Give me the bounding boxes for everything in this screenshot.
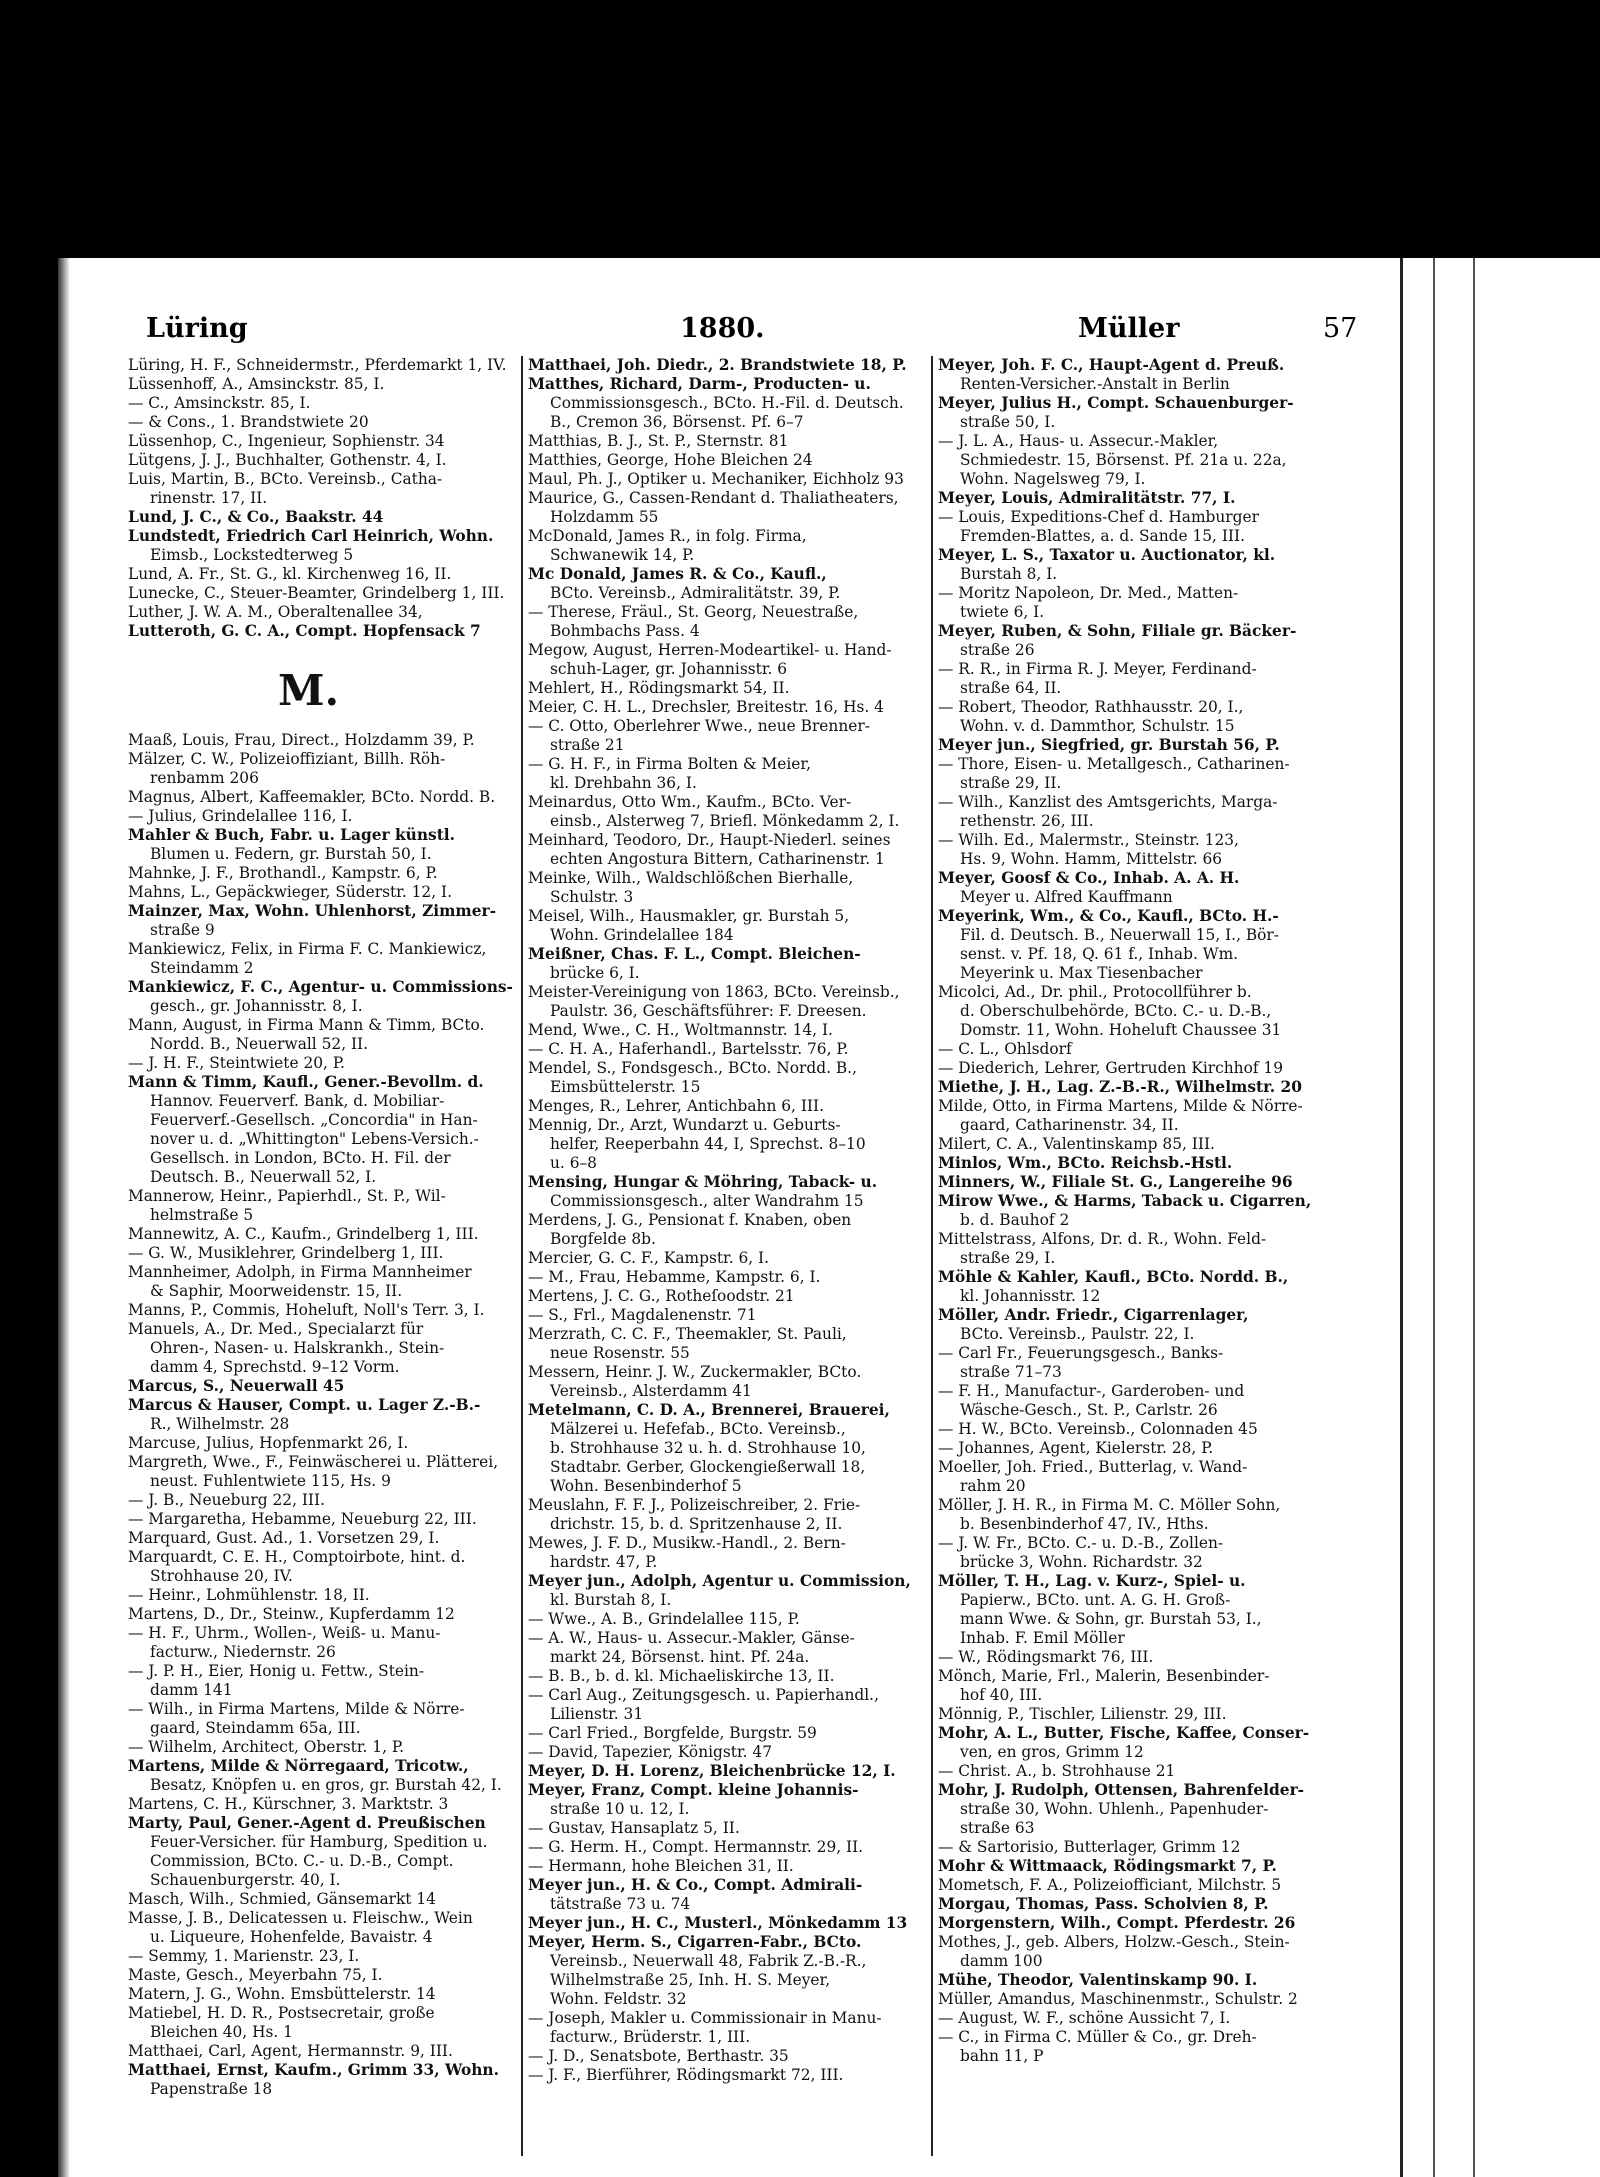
directory-entry-line: bahn 11, P: [960, 2047, 1044, 2065]
directory-entry-line: nover u. d. „Whittington" Lebens-Versich.-: [150, 1130, 479, 1148]
directory-entry-line: — Wilh., Kanzlist des Amtsgerichts, Marga-: [938, 793, 1278, 811]
directory-entry-line: Marquardt, C. E. H., Comptoirbote, hint. d.: [128, 1548, 466, 1566]
directory-entry-line: Schmiedestr. 15, Börsenst. Pf. 21a u. 22a,: [960, 451, 1287, 469]
directory-entry-line: Moeller, Joh. Fried., Butterlag, v. Wand-: [938, 1458, 1248, 1476]
directory-entry-line: Deutsch. B., Neuerwall 52, I.: [150, 1168, 377, 1186]
directory-entry-line: — David, Tapezier, Königstr. 47: [528, 1743, 773, 1761]
directory-entry-line: Mc Donald, James R. & Co., Kaufl.,: [528, 565, 827, 583]
directory-entry-line: Minners, W., Filiale St. G., Langereihe 96: [938, 1173, 1293, 1191]
directory-entry-line: hardstr. 47, P.: [550, 1553, 658, 1571]
directory-entry-line: helfer, Reeperbahn 44, I, Sprechst. 8–10: [550, 1135, 866, 1153]
directory-entry-line: straße 71–73: [960, 1363, 1062, 1381]
directory-entry-line: — B. B., b. d. kl. Michaeliskirche 13, II.: [528, 1667, 835, 1685]
directory-entry-line: Meinhard, Teodoro, Dr., Haupt-Niederl. seines: [528, 831, 891, 849]
directory-entry-line: Renten-Versicher.-Anstalt in Berlin: [960, 375, 1230, 393]
directory-entry-line: Mainzer, Max, Wohn. Uhlenhorst, Zimmer-: [128, 902, 497, 920]
directory-entry-line: Meuslahn, F. F. J., Polizeischreiber, 2. Frie-: [528, 1496, 861, 1514]
directory-entry-line: — A. W., Haus- u. Assecur.-Makler, Gänse-: [528, 1629, 855, 1647]
directory-entry-line: Lund, A. Fr., St. G., kl. Kirchenweg 16, II.: [128, 565, 452, 583]
directory-entry-line: straße 63: [960, 1819, 1035, 1837]
directory-entry-line: Fremden-Blattes, a. d. Sande 15, III.: [960, 527, 1245, 545]
directory-entry-line: — J. W. Fr., BCto. C.- u. D.-B., Zollen-: [938, 1534, 1224, 1552]
directory-entry-line: Wäsche-Gesch., St. P., Carlstr. 26: [960, 1401, 1218, 1419]
directory-entry-line: Lüssenhoff, A., Amsinckstr. 85, I.: [128, 375, 385, 393]
directory-entry-line: Wohn. Nagelsweg 79, I.: [960, 470, 1146, 488]
directory-entry-line: — C., Amsinckstr. 85, I.: [128, 394, 311, 412]
directory-entry-line: — J. B., Neueburg 22, III.: [128, 1491, 325, 1509]
directory-entry-line: facturw., Niedernstr. 26: [150, 1643, 336, 1661]
directory-entry-line: Meißner, Chas. F. L., Compt. Bleichen-: [528, 945, 861, 963]
directory-entry-line: markt 24, Börsenst. hint. Pf. 24a.: [550, 1648, 810, 1666]
directory-entry-line: Morgenstern, Wilh., Compt. Pferdestr. 26: [938, 1914, 1296, 1932]
directory-entry-line: Meyer, Franz, Compt. kleine Johannis-: [528, 1781, 859, 1799]
directory-entry-line: Lüring, H. F., Schneidermstr., Pferdemarkt 1, IV.: [128, 356, 507, 374]
directory-entry-line: Minlos, Wm., BCto. Reichsb.-Hstl.: [938, 1154, 1233, 1172]
directory-entry-line: Meister-Vereinigung von 1863, BCto. Vereinsb.,: [528, 983, 900, 1001]
directory-entry-line: — C. H. A., Haferhandl., Bartelsstr. 76, P.: [528, 1040, 849, 1058]
directory-entry-line: Möhle & Kahler, Kaufl., BCto. Nordd. B.,: [938, 1268, 1289, 1286]
directory-entry-line: Wohn. Grindelallee 184: [550, 926, 734, 944]
directory-entry-line: — Semmy, 1. Marienstr. 23, I.: [128, 1947, 360, 1965]
directory-entry-line: — Louis, Expeditions-Chef d. Hamburger: [938, 508, 1259, 526]
directory-entry-line: ven, en gros, Grimm 12: [960, 1743, 1144, 1761]
directory-entry-line: schuh-Lager, gr. Johannisstr. 6: [550, 660, 788, 678]
page-edge-line: [1473, 258, 1475, 2177]
directory-entry-line: — R. R., in Firma R. J. Meyer, Ferdinand-: [938, 660, 1257, 678]
directory-entry-line: Möller, Andr. Friedr., Cigarrenlager,: [938, 1306, 1249, 1324]
directory-entry-line: Mahns, L., Gepäckwieger, Süderstr. 12, I.: [128, 883, 452, 901]
directory-entry-line: straße 10 u. 12, I.: [550, 1800, 690, 1818]
directory-entry-line: Meyer, Herm. S., Cigarren-Fabr., BCto.: [528, 1933, 862, 1951]
directory-entry-line: — Hermann, hohe Bleichen 31, II.: [528, 1857, 794, 1875]
directory-entry-line: Mankiewicz, Felix, in Firma F. C. Mankiewicz,: [128, 940, 487, 958]
directory-entry-line: — J. P. H., Eier, Honig u. Fettw., Stein-: [128, 1662, 425, 1680]
directory-entry-line: Meyerink u. Max Tiesenbacher: [960, 964, 1203, 982]
directory-entry-line: Mohr, J. Rudolph, Ottensen, Bahrenfelder-: [938, 1781, 1305, 1799]
directory-entry-line: Feuer-Versicher. für Hamburg, Spedition u.: [150, 1833, 488, 1851]
directory-entry-line: — Carl Fried., Borgfelde, Burgstr. 59: [528, 1724, 817, 1742]
column-rule: [931, 356, 933, 2156]
directory-entry-line: Martens, Milde & Nörregaard, Tricotw.,: [128, 1757, 469, 1775]
directory-entry-line: Maurice, G., Cassen-Rendant d. Thaliatheaters,: [528, 489, 899, 507]
directory-entry-line: Lund, J. C., & Co., Baakstr. 44: [128, 508, 384, 526]
directory-entry-line: Mannheimer, Adolph, in Firma Mannheimer: [128, 1263, 472, 1281]
directory-entry-line: Mennig, Dr., Arzt, Wundarzt u. Geburts-: [528, 1116, 841, 1134]
directory-entry-line: Mohr & Wittmaack, Rödingsmarkt 7, P.: [938, 1857, 1277, 1875]
directory-entry-line: Meyer jun., H. C., Musterl., Mönkedamm 13: [528, 1914, 908, 1932]
directory-entry-line: — Wilh., in Firma Martens, Milde & Nörre-: [128, 1700, 465, 1718]
directory-entry-line: straße 26: [960, 641, 1035, 659]
directory-entry-line: Mannewitz, A. C., Kaufm., Grindelberg 1, III.: [128, 1225, 479, 1243]
directory-entry-line: — G. H. F., in Firma Bolten & Meier,: [528, 755, 811, 773]
directory-entry-line: Matthies, George, Hohe Bleichen 24: [528, 451, 813, 469]
directory-entry-line: — H. W., BCto. Vereinsb., Colonnaden 45: [938, 1420, 1258, 1438]
running-header: [58, 313, 1400, 353]
directory-entry-line: Meyer, Joh. F. C., Haupt-Agent d. Preuß.: [938, 356, 1285, 374]
directory-entry-line: rahm 20: [960, 1477, 1026, 1495]
page-gutter-shadow: [58, 258, 70, 2177]
directory-entry-line: — G. Herm. H., Compt. Hermannstr. 29, II.: [528, 1838, 864, 1856]
page-edge-line: [1433, 258, 1435, 2177]
directory-entry-line: Marcus, S., Neuerwall 45: [128, 1377, 345, 1395]
directory-entry-line: tätstraße 73 u. 74: [550, 1895, 691, 1913]
directory-entry-line: — & Cons., 1. Brandstwiete 20: [128, 413, 369, 431]
directory-entry-line: helmstraße 5: [150, 1206, 254, 1224]
directory-entry-line: Marcuse, Julius, Hopfenmarkt 26, I.: [128, 1434, 409, 1452]
directory-entry-line: Lutteroth, G. C. A., Compt. Hopfensack 7: [128, 622, 481, 640]
directory-entry-line: BCto. Vereinsb., Paulstr. 22, I.: [960, 1325, 1195, 1343]
directory-entry-line: Matthaei, Joh. Diedr., 2. Brandstwiete 18, P.: [528, 356, 907, 374]
directory-entry-line: — Joseph, Makler u. Commissionair in Manu-: [528, 2009, 882, 2027]
directory-entry-line: Maste, Gesch., Meyerbahn 75, I.: [128, 1966, 383, 1984]
directory-entry-line: Morgau, Thomas, Pass. Scholvien 8, P.: [938, 1895, 1269, 1913]
directory-entry-line: brücke 6, I.: [550, 964, 640, 982]
directory-entry-line: Mewes, J. F. D., Musikw.-Handl., 2. Bern-: [528, 1534, 846, 1552]
directory-entry-line: Martens, C. H., Kürschner, 3. Marktstr. 3: [128, 1795, 449, 1813]
directory-entry-line: straße 64, II.: [960, 679, 1062, 697]
directory-entry-line: Wilhelmstraße 25, Inh. H. S. Meyer,: [550, 1971, 831, 1989]
directory-entry-line: Mend, Wwe., C. H., Woltmannstr. 14, I.: [528, 1021, 833, 1039]
directory-entry-line: Wohn. v. d. Dammthor, Schulstr. 15: [960, 717, 1235, 735]
directory-entry-line: Mercier, G. C. F., Kampstr. 6, I.: [528, 1249, 770, 1267]
directory-entry-line: twiete 6, I.: [960, 603, 1045, 621]
directory-entry-line: b. Strohhause 32 u. h. d. Strohhause 10,: [550, 1439, 866, 1457]
directory-entry-line: Fil. d. Deutsch. B., Neuerwall 15, I., Bör-: [960, 926, 1279, 944]
directory-entry-line: — M., Frau, Hebamme, Kampstr. 6, I.: [528, 1268, 821, 1286]
directory-entry-line: straße 29, I.: [960, 1249, 1056, 1267]
directory-entry-line: Lunecke, C., Steuer-Beamter, Grindelberg 1, III.: [128, 584, 505, 602]
directory-entry-line: Menges, R., Lehrer, Antichbahn 6, III.: [528, 1097, 824, 1115]
directory-entry-line: — W., Rödingsmarkt 76, III.: [938, 1648, 1154, 1666]
directory-entry-line: Manns, P., Commis, Hoheluft, Noll's Terr. 3, I.: [128, 1301, 485, 1319]
directory-entry-line: echten Angostura Bittern, Catharinenstr. 1: [550, 850, 885, 868]
directory-entry-line: Mendel, S., Fondsgesch., BCto. Nordd. B.,: [528, 1059, 857, 1077]
directory-entry-line: Masch, Wilh., Schmied, Gänsemarkt 14: [128, 1890, 436, 1908]
directory-entry-line: Lütgens, J. J., Buchhalter, Gothenstr. 4, I.: [128, 451, 447, 469]
directory-entry-line: Papierw., BCto. unt. A. G. H. Groß-: [960, 1591, 1231, 1609]
directory-entry-line: Mahnke, J. F., Brothandl., Kampstr. 6, P.: [128, 864, 438, 882]
directory-entry-line: Blumen u. Federn, gr. Burstah 50, I.: [150, 845, 432, 863]
directory-entry-line: rinenstr. 17, II.: [150, 489, 268, 507]
directory-entry-line: kl. Drehbahn 36, I.: [550, 774, 697, 792]
directory-entry-line: — Heinr., Lohmühlenstr. 18, II.: [128, 1586, 370, 1604]
directory-entry-line: Eimsb., Lockstedterweg 5: [150, 546, 354, 564]
page-number: 57: [1323, 313, 1358, 344]
directory-entry-line: — J. F., Bierführer, Rödingsmarkt 72, III.: [528, 2066, 844, 2084]
directory-entry-line: Eimsbüttelerstr. 15: [550, 1078, 701, 1096]
directory-entry-line: Nordd. B., Neuerwall 52, II.: [150, 1035, 369, 1053]
section-letter: M.: [278, 666, 340, 715]
directory-entry-line: — Gustav, Hansaplatz 5, II.: [528, 1819, 740, 1837]
directory-entry-line: Mankiewicz, F. C., Agentur- u. Commissions-: [128, 978, 513, 996]
directory-entry-line: Mannerow, Heinr., Papierhdl., St. P., Wil-: [128, 1187, 446, 1205]
directory-entry-line: Ohren-, Nasen- u. Halskrankh., Stein-: [150, 1339, 445, 1357]
directory-entry-line: Mothes, J., geb. Albers, Holzw.-Gesch., Stein-: [938, 1933, 1290, 1951]
directory-entry-line: BCto. Vereinsb., Admiralitätstr. 39, P.: [550, 584, 841, 602]
directory-entry-line: Holzdamm 55: [550, 508, 659, 526]
directory-entry-line: Margreth, Wwe., F., Feinwäscherei u. Plätterei,: [128, 1453, 499, 1471]
header-left-keyword: Lüring: [146, 313, 248, 344]
directory-entry-line: d. Oberschulbehörde, BCto. C.- u. D.-B.,: [960, 1002, 1272, 1020]
directory-entry-line: Möller, J. H. R., in Firma M. C. Möller Sohn,: [938, 1496, 1281, 1514]
directory-entry-line: Commissionsgesch., BCto. H.-Fil. d. Deutsch.: [550, 394, 904, 412]
directory-entry-line: hof 40, III.: [960, 1686, 1043, 1704]
directory-entry-line: Lundstedt, Friedrich Carl Heinrich, Wohn.: [128, 527, 494, 545]
directory-entry-line: Mehlert, H., Rödingsmarkt 54, II.: [528, 679, 790, 697]
directory-entry-line: — J. L. A., Haus- u. Assecur.-Makler,: [938, 432, 1219, 450]
directory-entry-line: Mälzer, C. W., Polizeioffiziant, Billh. Röh-: [128, 750, 446, 768]
directory-entry-line: — Robert, Theodor, Rathhausstr. 20, I.,: [938, 698, 1244, 716]
directory-entry-line: Mühe, Theodor, Valentinskamp 90. I.: [938, 1971, 1258, 1989]
directory-entry-line: straße 9: [150, 921, 215, 939]
directory-entry-line: Meyer, Julius H., Compt. Schauenburger-: [938, 394, 1294, 412]
directory-entry-line: Martens, D., Dr., Steinw., Kupferdamm 12: [128, 1605, 455, 1623]
directory-entry-line: — C., in Firma C. Müller & Co., gr. Dreh-: [938, 2028, 1257, 2046]
directory-entry-line: Vereinsb., Neuerwall 48, Fabrik Z.-B.-R.,: [550, 1952, 867, 1970]
directory-entry-line: — G. W., Musiklehrer, Grindelberg 1, III.: [128, 1244, 444, 1262]
facing-page-edge: [1400, 258, 1600, 2177]
directory-entry-line: Schauenburgerstr. 40, I.: [150, 1871, 341, 1889]
directory-entry-line: — S., Frl., Magdalenenstr. 71: [528, 1306, 757, 1324]
directory-entry-line: Gesellsch. in London, BCto. H. Fil. der: [150, 1149, 451, 1167]
directory-entry-line: Metelmann, C. D. A., Brennerei, Brauerei,: [528, 1401, 890, 1419]
directory-entry-line: Mälzerei u. Hefefab., BCto. Vereinsb.,: [550, 1420, 846, 1438]
directory-entry-line: Mönnig, P., Tischler, Lilienstr. 29, III.: [938, 1705, 1227, 1723]
directory-entry-line: — Moritz Napoleon, Dr. Med., Matten-: [938, 584, 1239, 602]
directory-entry-line: senst. v. Pf. 18, Q. 61 f., Inhab. Wm.: [960, 945, 1239, 963]
directory-entry-line: gaard, Steindamm 65a, III.: [150, 1719, 361, 1737]
directory-entry-line: straße 30, Wohn. Uhlenh., Papenhuder-: [960, 1800, 1269, 1818]
directory-entry-line: kl. Burstah 8, I.: [550, 1591, 672, 1609]
directory-entry-line: Manuels, A., Dr. Med., Specialarzt für: [128, 1320, 424, 1338]
directory-entry-line: — H. F., Uhrm., Wollen-, Weiß- u. Manu-: [128, 1624, 441, 1642]
directory-entry-line: Masse, J. B., Delicatessen u. Fleischw., Wein: [128, 1909, 473, 1927]
directory-entry-line: Meyer jun., H. & Co., Compt. Admirali-: [528, 1876, 863, 1894]
directory-entry-line: u. Liqueure, Hohenfelde, Bavaistr. 4: [150, 1928, 433, 1946]
directory-entry-line: Lüssenhop, C., Ingenieur, Sophienstr. 34: [128, 432, 445, 450]
directory-entry-line: Commissionsgesch., alter Wandrahm 15: [550, 1192, 864, 1210]
directory-entry-line: Matthaei, Carl, Agent, Hermannstr. 9, III.: [128, 2042, 453, 2060]
directory-entry-line: Bleichen 40, Hs. 1: [150, 2023, 293, 2041]
directory-column-2: [528, 356, 928, 2156]
directory-entry-line: kl. Johannisstr. 12: [960, 1287, 1101, 1305]
directory-entry-line: Milert, C. A., Valentinskamp 85, III.: [938, 1135, 1215, 1153]
directory-entry-line: Schwanewik 14, P.: [550, 546, 695, 564]
directory-entry-line: — Margaretha, Hebamme, Neueburg 22, III.: [128, 1510, 477, 1528]
directory-entry-line: Bohmbachs Pass. 4: [550, 622, 700, 640]
directory-entry-line: — C. Otto, Oberlehrer Wwe., neue Brenner-: [528, 717, 870, 735]
directory-entry-line: Merdens, J. G., Pensionat f. Knaben, oben: [528, 1211, 852, 1229]
directory-entry-line: drichstr. 15, b. d. Spritzenhause 2, II.: [550, 1515, 843, 1533]
directory-entry-line: — August, W. F., schöne Aussicht 7, I.: [938, 2009, 1231, 2027]
directory-entry-line: Matiebel, H. D. R., Postsecretair, große: [128, 2004, 435, 2022]
directory-entry-line: rethenstr. 26, III.: [960, 812, 1094, 830]
directory-entry-line: Magnus, Albert, Kaffeemakler, BCto. Nordd. B.: [128, 788, 496, 806]
directory-entry-line: Merzrath, C. C. F., Theemakler, St. Pauli,: [528, 1325, 847, 1343]
directory-entry-line: Mohr, A. L., Butter, Fische, Kaffee, Conser-: [938, 1724, 1310, 1742]
directory-entry-line: Mertens, J. C. G., Rotheſoodstr. 21: [528, 1287, 795, 1305]
header-right-keyword: Müller: [1078, 313, 1180, 344]
directory-entry-line: einsb., Alsterweg 7, Briefl. Mönkedamm 2, I.: [550, 812, 900, 830]
directory-entry-line: neue Rosenstr. 55: [550, 1344, 690, 1362]
directory-entry-line: Meyer, Ruben, & Sohn, Filiale gr. Bäcker-: [938, 622, 1297, 640]
header-year: 1880.: [680, 313, 765, 344]
directory-entry-line: Meier, C. H. L., Drechsler, Breitestr. 16, Hs. 4: [528, 698, 884, 716]
directory-entry-line: Meyer, L. S., Taxator u. Auctionator, kl.: [938, 546, 1276, 564]
directory-entry-line: — C. L., Ohlsdorf: [938, 1040, 1072, 1058]
directory-entry-line: — & Sartorisio, Butterlager, Grimm 12: [938, 1838, 1241, 1856]
directory-entry-line: — Carl Aug., Zeitungsgesch. u. Papierhandl.,: [528, 1686, 879, 1704]
directory-entry-line: Wohn. Feldstr. 32: [550, 1990, 687, 2008]
directory-entry-line: Meyer, D. H. Lorenz, Bleichenbrücke 12, I.: [528, 1762, 896, 1780]
directory-entry-line: damm 100: [960, 1952, 1043, 1970]
directory-entry-line: Steindamm 2: [150, 959, 254, 977]
directory-entry-line: Meinardus, Otto Wm., Kaufm., BCto. Ver-: [528, 793, 852, 811]
directory-entry-line: — Thore, Eisen- u. Metallgesch., Catharinen-: [938, 755, 1290, 773]
directory-entry-line: Meyer u. Alfred Kauffmann: [960, 888, 1173, 906]
directory-entry-line: — Johannes, Agent, Kielerstr. 28, P.: [938, 1439, 1214, 1457]
directory-entry-line: Messern, Heinr. J. W., Zuckermakler, BCto.: [528, 1363, 862, 1381]
directory-entry-line: Miethe, J. H., Lag. Z.-B.-R., Wilhelmstr. 20: [938, 1078, 1302, 1096]
directory-entry-line: Luis, Martin, B., BCto. Vereinsb., Catha-: [128, 470, 443, 488]
directory-page: [58, 258, 1400, 2177]
directory-entry-line: facturw., Brüderstr. 1, III.: [550, 2028, 751, 2046]
directory-entry-line: Mahler & Buch, Fabr. u. Lager künstl.: [128, 826, 456, 844]
directory-entry-line: Marcus & Hauser, Compt. u. Lager Z.-B.-: [128, 1396, 481, 1414]
directory-entry-line: Mensing, Hungar & Möhring, Taback- u.: [528, 1173, 878, 1191]
directory-entry-line: Maul, Ph. J., Optiker u. Mechaniker, Eichholz 93: [528, 470, 904, 488]
directory-entry-line: — Julius, Grindelallee 116, I.: [128, 807, 353, 825]
directory-entry-line: Vereinsb., Alsterdamm 41: [550, 1382, 752, 1400]
directory-entry-line: gesch., gr. Johannisstr. 8, I.: [150, 997, 363, 1015]
directory-entry-line: Mittelstrass, Alfons, Dr. d. R., Wohn. Feld-: [938, 1230, 1267, 1248]
directory-entry-line: Mann & Timm, Kaufl., Gener.-Bevollm. d.: [128, 1073, 484, 1091]
directory-entry-line: & Saphir, Moorweidenstr. 15, II.: [150, 1282, 403, 1300]
directory-entry-line: — Wilh. Ed., Malermstr., Steinstr. 123,: [938, 831, 1239, 849]
directory-entry-line: Milde, Otto, in Firma Martens, Milde & Nörre-: [938, 1097, 1303, 1115]
directory-entry-line: mann Wwe. & Sohn, gr. Burstah 53, I.,: [960, 1610, 1262, 1628]
directory-entry-line: u. 6–8: [550, 1154, 597, 1172]
directory-entry-line: Hs. 9, Wohn. Hamm, Mittelstr. 66: [960, 850, 1223, 868]
directory-entry-line: Müller, Amandus, Maschinenmstr., Schulstr. 2: [938, 1990, 1298, 2008]
directory-entry-line: Micolci, Ad., Dr. phil., Protocollführer b.: [938, 983, 1252, 1001]
directory-entry-line: Meyerink, Wm., & Co., Kaufl., BCto. H.-: [938, 907, 1279, 925]
directory-entry-line: — J. D., Senatsbote, Berthastr. 35: [528, 2047, 789, 2065]
directory-entry-line: B., Cremon 36, Börsenst. Pf. 6–7: [550, 413, 804, 431]
directory-entry-line: Mometsch, F. A., Polizeiofficiant, Milchstr. 5: [938, 1876, 1282, 1894]
directory-entry-line: — Wilhelm, Architect, Oberstr. 1, P.: [128, 1738, 404, 1756]
directory-entry-line: Meyer, Goosf & Co., Inhab. A. A. H.: [938, 869, 1240, 887]
directory-entry-line: Matthias, B. J., St. P., Sternstr. 81: [528, 432, 789, 450]
directory-entry-line: Matern, J. G., Wohn. Emsbüttelerstr. 14: [128, 1985, 436, 2003]
directory-entry-line: Stadtabr. Gerber, Glockengießerwall 18,: [550, 1458, 866, 1476]
directory-entry-line: Matthaei, Ernst, Kaufm., Grimm 33, Wohn.: [128, 2061, 499, 2079]
directory-entry-line: Mönch, Marie, Frl., Malerin, Besenbinder-: [938, 1667, 1270, 1685]
directory-entry-line: Schulstr. 3: [550, 888, 634, 906]
directory-entry-line: — Therese, Fräul., St. Georg, Neuestraße,: [528, 603, 859, 621]
directory-entry-line: Matthes, Richard, Darm-, Producten- u.: [528, 375, 871, 393]
directory-entry-line: straße 50, I.: [960, 413, 1056, 431]
directory-entry-line: Mirow Wwe., & Harms, Taback u. Cigarren,: [938, 1192, 1312, 1210]
directory-column-3: [938, 356, 1358, 2156]
directory-entry-line: Lilienstr. 31: [550, 1705, 644, 1723]
directory-entry-line: straße 21: [550, 736, 625, 754]
directory-entry-line: Strohhause 20, IV.: [150, 1567, 293, 1585]
directory-entry-line: damm 141: [150, 1681, 233, 1699]
directory-entry-line: Borgfelde 8b.: [550, 1230, 656, 1248]
directory-entry-line: Papenstraße 18: [150, 2080, 273, 2098]
directory-entry-line: R., Wilhelmstr. 28: [150, 1415, 290, 1433]
directory-entry-line: — Carl Fr., Feuerungsgesch., Banks-: [938, 1344, 1224, 1362]
directory-entry-line: Paulstr. 36, Geschäftsführer: F. Dreesen.: [550, 1002, 867, 1020]
directory-entry-line: Mann, August, in Firma Mann & Timm, BCto.: [128, 1016, 485, 1034]
directory-entry-line: Burstah 8, I.: [960, 565, 1058, 583]
directory-entry-line: Commission, BCto. C.- u. D.-B., Compt.: [150, 1852, 454, 1870]
directory-entry-line: — F. H., Manufactur-, Garderoben- und: [938, 1382, 1245, 1400]
directory-entry-line: Marty, Paul, Gener.-Agent d. Preußischen: [128, 1814, 486, 1832]
directory-entry-line: Domstr. 11, Wohn. Hoheluft Chaussee 31: [960, 1021, 1282, 1039]
directory-entry-line: Maaß, Louis, Frau, Direct., Holzdamm 39, P.: [128, 731, 475, 749]
directory-entry-line: — Christ. A., b. Strohhause 21: [938, 1762, 1176, 1780]
directory-entry-line: gaard, Catharinenstr. 34, II.: [960, 1116, 1179, 1134]
directory-column-1: [128, 356, 528, 2156]
directory-entry-line: Meinke, Wilh., Waldschlößchen Bierhalle,: [528, 869, 854, 887]
directory-entry-line: Meisel, Wilh., Hausmakler, gr. Burstah 5,: [528, 907, 850, 925]
directory-entry-line: b. Besenbinderhof 47, IV., Hths.: [960, 1515, 1209, 1533]
directory-entry-line: Marquard, Gust. Ad., 1. Vorsetzen 29, I.: [128, 1529, 440, 1547]
directory-entry-line: straße 29, II.: [960, 774, 1062, 792]
directory-entry-line: Besatz, Knöpfen u. en gros, gr. Burstah 42, I.: [150, 1776, 502, 1794]
directory-entry-line: damm 4, Sprechstd. 9–12 Vorm.: [150, 1358, 400, 1376]
directory-entry-line: — Diederich, Lehrer, Gertruden Kirchhof 19: [938, 1059, 1284, 1077]
directory-entry-line: Megow, August, Herren-Modeartikel- u. Hand-: [528, 641, 892, 659]
directory-entry-line: Luther, J. W. A. M., Oberaltenallee 34,: [128, 603, 423, 621]
directory-entry-line: brücke 3, Wohn. Richardstr. 32: [960, 1553, 1203, 1571]
directory-entry-line: McDonald, James R., in folg. Firma,: [528, 527, 807, 545]
directory-entry-line: — J. H. F., Steintwiete 20, P.: [128, 1054, 345, 1072]
directory-entry-line: Meyer jun., Adolph, Agentur u. Commission,: [528, 1572, 911, 1590]
directory-entry-line: Meyer jun., Siegfried, gr. Burstah 56, P.: [938, 736, 1280, 754]
directory-entry-line: Inhab. F. Emil Möller: [960, 1629, 1125, 1647]
directory-entry-line: Hannov. Feuerverf. Bank, d. Mobiliar-: [150, 1092, 445, 1110]
directory-entry-line: Meyer, Louis, Admiralitätstr. 77, I.: [938, 489, 1236, 507]
directory-entry-line: Möller, T. H., Lag. v. Kurz-, Spiel- u.: [938, 1572, 1246, 1590]
directory-entry-line: b. d. Bauhof 2: [960, 1211, 1070, 1229]
directory-entry-line: — Wwe., A. B., Grindelallee 115, P.: [528, 1610, 800, 1628]
directory-entry-line: Feuerverf.-Gesellsch. „Concordia" in Han-: [150, 1111, 478, 1129]
directory-entry-line: Wohn. Besenbinderhof 5: [550, 1477, 742, 1495]
directory-entry-line: renbamm 206: [150, 769, 259, 787]
directory-entry-line: neust. Fuhlentwiete 115, Hs. 9: [150, 1472, 391, 1490]
